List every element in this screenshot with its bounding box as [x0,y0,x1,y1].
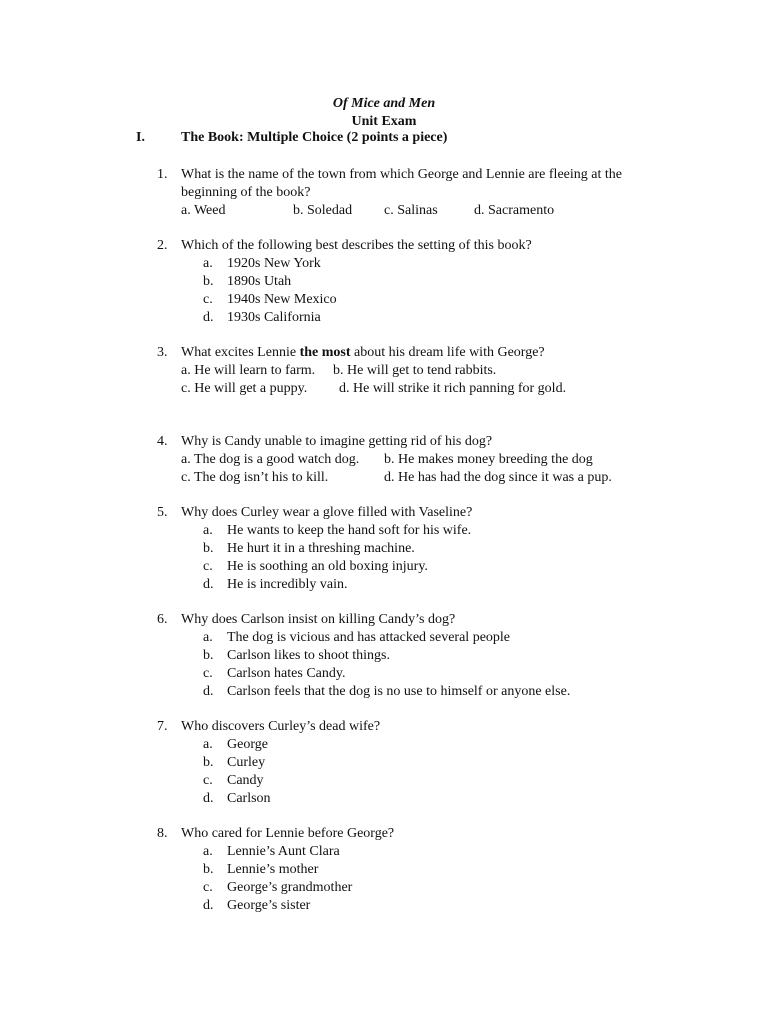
option-text: George [227,737,268,752]
question-number: 1. [157,167,168,182]
option-text: Candy [227,773,264,788]
exam-title: Unit Exam [351,114,417,129]
option-d [203,309,321,327]
option-text: The dog is vicious and has attacked several people [227,630,511,645]
option-b: b. He will get to tend rabbits. [333,363,497,378]
question-number: 3. [157,345,168,360]
question-text: What is the name of the town from which George and Lennie are fleeing at the beginning of the book? [181,167,622,200]
option-letter: c. [203,559,213,574]
option-text: 1890s Utah [227,274,292,289]
option-letter: c. [203,292,213,307]
option-text: Lennie’s Aunt Clara [227,844,340,859]
option-letter: c. [203,666,213,681]
option-text: Carlson feels that the dog is no use to himself or anyone else. [227,684,571,699]
option-letter: d. [203,577,214,592]
option-d [203,790,271,808]
question-text: Why does Carlson insist on killing Candy’s dog? [181,612,456,627]
option-letter: b. [203,862,214,877]
question-number: 5. [157,505,168,520]
option-text: 1940s New Mexico [227,292,337,307]
option-text: George’s sister [227,898,311,913]
option-letter: d. [203,791,214,806]
option-text: Curley [227,755,266,770]
option-text: Carlson likes to shoot things. [227,648,390,663]
option-a [203,629,510,647]
option-letter: c. [203,773,213,788]
option-d [203,683,570,701]
option-text: He wants to keep the hand soft for his wife. [227,523,472,538]
option-a: a. He will learn to farm. [181,363,316,378]
option-a [203,843,340,861]
option-letter: a. [203,523,213,538]
question-text-part: What excites Lennie [181,345,300,360]
option-a: a. The dog is a good watch dog. [181,452,360,467]
option-c [203,879,352,897]
option-text: Carlson [227,791,271,806]
question-number: 8. [157,826,168,841]
option-c: c. The dog isn’t his to kill. [181,470,329,485]
option-b [203,273,291,291]
option-c [203,772,264,790]
option-letter: a. [203,630,213,645]
option-text: Lennie’s mother [227,862,319,877]
option-d: d. He has had the dog since it was a pup. [384,470,612,485]
option-text: 1930s California [227,310,321,325]
question-text [181,344,651,362]
question-number: 6. [157,612,168,627]
option-b [203,540,415,558]
option-d [203,897,310,915]
question-text: Why is Candy unable to imagine getting rid of his dog? [181,434,493,449]
question-text: Which of the following best describes the setting of this book? [181,238,532,253]
option-text: Carlson hates Candy. [227,666,346,681]
option-b: b. Soledad [293,203,353,218]
option-text: George’s grandmother [227,880,353,895]
option-letter: a. [203,256,213,271]
question-text: Why does Curley wear a glove filled with Vaseline? [181,505,473,520]
option-a [203,736,268,754]
question-number: 2. [157,238,168,253]
option-text: He is incredibly vain. [227,577,348,592]
option-letter: b. [203,648,214,663]
option-c: c. He will get a puppy. [181,381,308,396]
option-b [203,647,390,665]
book-title: Of Mice and Men [332,96,436,111]
question-text: Who cared for Lennie before George? [181,826,395,841]
question-number: 7. [157,719,168,734]
option-b [203,861,318,879]
option-c [203,558,428,576]
option-letter: b. [203,541,214,556]
option-a: a. Weed [181,203,226,218]
question-text-emphasis: the most [299,345,351,360]
question-number: 4. [157,434,168,449]
option-letter: d. [203,310,214,325]
option-c: c. Salinas [384,203,438,218]
option-letter: d. [203,898,214,913]
option-d [203,576,348,594]
option-c [203,665,345,683]
option-letter: c. [203,880,213,895]
option-letter: d. [203,684,214,699]
section-number: I. [136,130,145,145]
option-d: d. Sacramento [474,203,555,218]
option-letter: a. [203,737,213,752]
option-c [203,291,337,309]
option-d: d. He will strike it rich panning for gold. [339,381,567,396]
option-a [203,522,471,540]
option-text: 1920s New York [227,256,321,271]
option-text: He hurt it in a threshing machine. [227,541,415,556]
option-letter: a. [203,844,213,859]
option-a [203,255,321,273]
option-letter: b. [203,755,214,770]
question-text: Who discovers Curley’s dead wife? [181,719,381,734]
option-letter: b. [203,274,214,289]
option-b [203,754,265,772]
option-b: b. He makes money breeding the dog [384,452,593,467]
question-text-part: about his dream life with George? [350,345,545,360]
option-text: He is soothing an old boxing injury. [227,559,428,574]
section-label: The Book: Multiple Choice (2 points a piece) [181,130,448,145]
